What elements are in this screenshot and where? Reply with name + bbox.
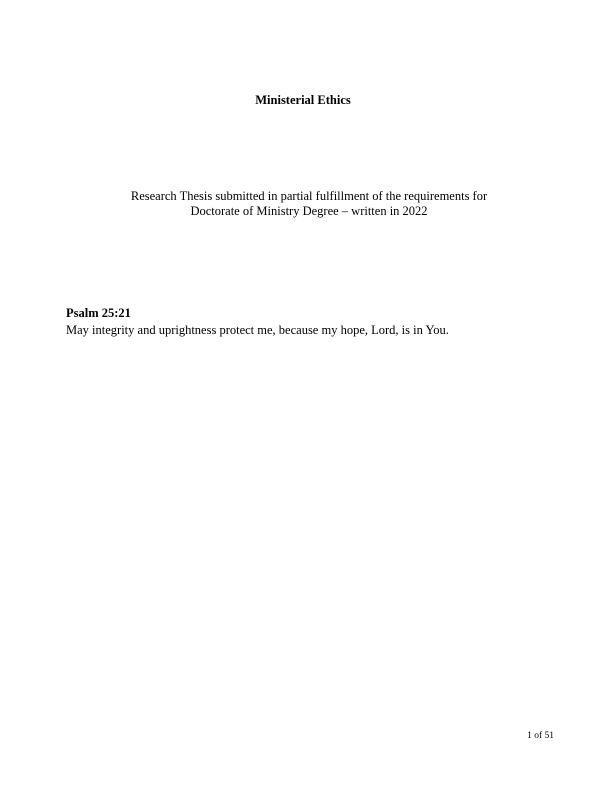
verse-reference: Psalm 25:21 [66,306,131,320]
subtitle-line-2: Doctorate of Ministry Degree – written in 2022 [190,204,428,218]
document-title: Ministerial Ethics [255,93,351,107]
document-subtitle [0,189,606,219]
verse-text: May integrity and uprightness protect me, because my hope, Lord, is in You. [66,323,449,337]
subtitle-line-1: Research Thesis submitted in partial fulfillment of the requirements for [130,189,488,203]
page-number: 1 of 51 [527,731,554,741]
